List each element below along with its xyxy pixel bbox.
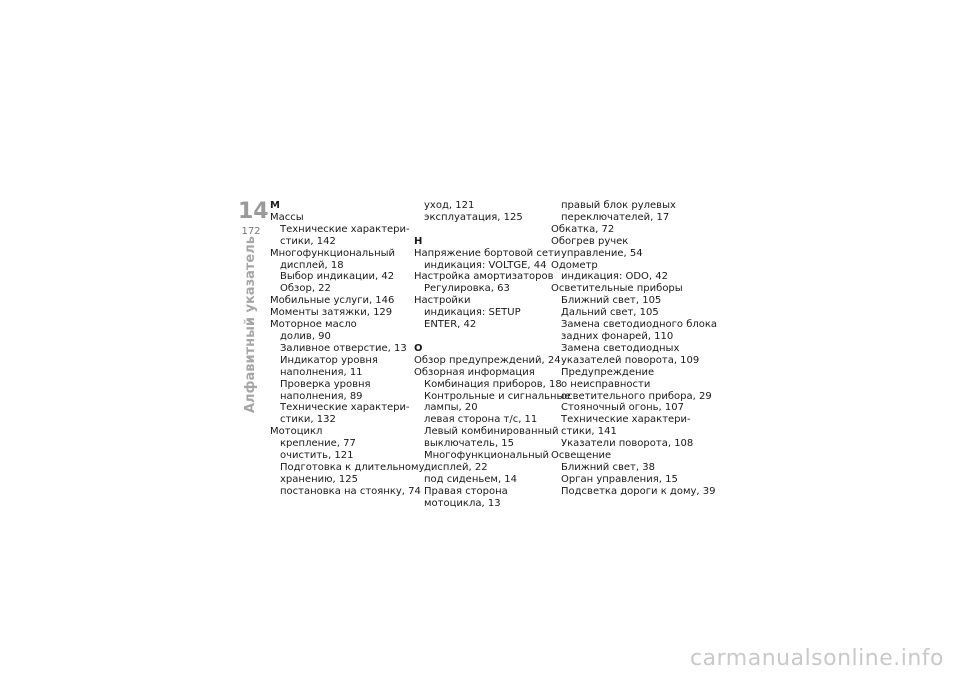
index-entry: Технические характери- [561, 414, 691, 426]
index-entry: Указатели поворота, 108 [561, 438, 694, 450]
index-entry: правый блок рулевых [561, 200, 676, 211]
index-entry: индикация: VOLTGE, 44 [424, 259, 547, 271]
index-entry: левая сторона т/с, 11 [424, 414, 538, 426]
index-entry: Предупреждение [561, 366, 655, 378]
index-entry: стики, 132 [280, 414, 336, 426]
index-entry: постановка на стоянку, 74 [280, 485, 421, 497]
index-entry: Настройки [414, 295, 471, 307]
index-entry: Подсветка дороги к дому, 39 [561, 485, 716, 497]
page-number: 172 [241, 226, 261, 237]
index-entry: индикация: ODO, 42 [561, 271, 669, 283]
index-entry: Технические характери- [280, 402, 410, 414]
index-entry: управление, 54 [561, 247, 643, 259]
index-entry: Моменты затяжки, 129 [270, 307, 393, 319]
index-entry: Обзорная информация [414, 366, 535, 378]
index-entry: мотоцикла, 13 [424, 497, 501, 509]
index-entry: дисплей, 22 [424, 461, 488, 473]
index-entry: наполнения, 11 [280, 366, 363, 378]
index-entry: дисплей, 18 [280, 259, 344, 271]
index-entry: Заливное отверстие, 13 [280, 342, 407, 354]
index-entry: Контрольные и сигнальные [424, 390, 571, 402]
index-column-3 [551, 200, 718, 498]
index-entry: Многофункциональный [424, 450, 550, 462]
index-entry: Напряжение бортовой сети [414, 247, 561, 259]
index-column-2 [414, 200, 571, 510]
index-entry: выключатель, 15 [424, 438, 515, 450]
index-entry: осветительного прибора, 29 [561, 390, 712, 402]
index-entry: крепление, 77 [280, 438, 356, 450]
index-entry: уход, 121 [424, 200, 475, 211]
index-entry: задних фонарей, 110 [561, 330, 674, 342]
section-title-vertical: Алфавитный указатель [243, 236, 258, 413]
index-entry: Многофункциональный [270, 247, 396, 259]
watermark: carmanualsonline.info [690, 646, 944, 671]
index-entry: долив, 90 [280, 330, 331, 342]
index-entry: Настройка амортизаторов [414, 271, 554, 283]
index-entry: Освещение [551, 450, 612, 462]
index-entry: Одометр [551, 259, 598, 271]
index-entry: под сиденьем, 14 [424, 473, 518, 485]
index-entry: Комбинация приборов, 18 [424, 378, 562, 390]
index-entry: Орган управления, 15 [561, 473, 678, 485]
index-entry: наполнения, 89 [280, 390, 363, 402]
index-entry: ENTER, 42 [424, 319, 477, 331]
index-entry: Моторное масло [270, 319, 357, 331]
index-entry: стики, 141 [561, 426, 617, 438]
index-entry [414, 224, 546, 236]
index-entry: Замена светодиодных [561, 342, 680, 354]
index-entry: Подготовка к длительному [280, 461, 425, 473]
index-entry: Мобильные услуги, 146 [270, 295, 395, 307]
index-entry: Осветительные приборы [551, 283, 683, 295]
index-entry: Обзор, 22 [280, 283, 331, 295]
index-entry: очистить, 121 [280, 450, 354, 462]
index-entry: Обзор предупреждений, 24 [414, 354, 561, 366]
index-entry: Правая сторона [424, 485, 508, 497]
index-entry: лампы, 20 [424, 402, 478, 414]
index-entry: Регулировка, 63 [424, 283, 510, 295]
index-entry: Индикатор уровня [280, 354, 378, 366]
index-entry: указателей поворота, 109 [561, 354, 700, 366]
index-entry: Массы [270, 211, 304, 223]
index-entry: Проверка уровня [280, 378, 371, 390]
index-entry: Мотоцикл [270, 426, 323, 438]
index-entry: хранению, 125 [280, 473, 358, 485]
chapter-number: 14 [238, 199, 269, 224]
index-entry: о неисправности [561, 378, 651, 390]
index-entry: Левый комбинированный [424, 426, 559, 438]
index-letter-heading: М [270, 200, 280, 211]
index-entry: переключателей, 17 [561, 211, 670, 223]
index-letter-heading: О [414, 342, 423, 354]
index-entry: стики, 142 [280, 235, 336, 247]
index-entry: Дальний свет, 105 [561, 307, 659, 319]
index-column-1 [270, 200, 425, 498]
index-letter-heading: Н [414, 235, 423, 247]
index-entry [414, 331, 546, 343]
index-entry: Ближний свет, 38 [561, 461, 655, 473]
index-entry: Стояночный огонь, 107 [561, 402, 684, 414]
index-entry: индикация: SETUP [424, 307, 521, 319]
index-entry: эксплуатация, 125 [424, 211, 523, 223]
index-entry: Выбор индикации, 42 [280, 271, 395, 283]
index-entry: Обогрев ручек [551, 235, 629, 247]
index-entry: Замена светодиодного блока [561, 319, 718, 331]
index-entry: Технические характери- [280, 223, 410, 235]
index-entry: Обкатка, 72 [551, 223, 615, 235]
index-entry: Ближний свет, 105 [561, 295, 662, 307]
